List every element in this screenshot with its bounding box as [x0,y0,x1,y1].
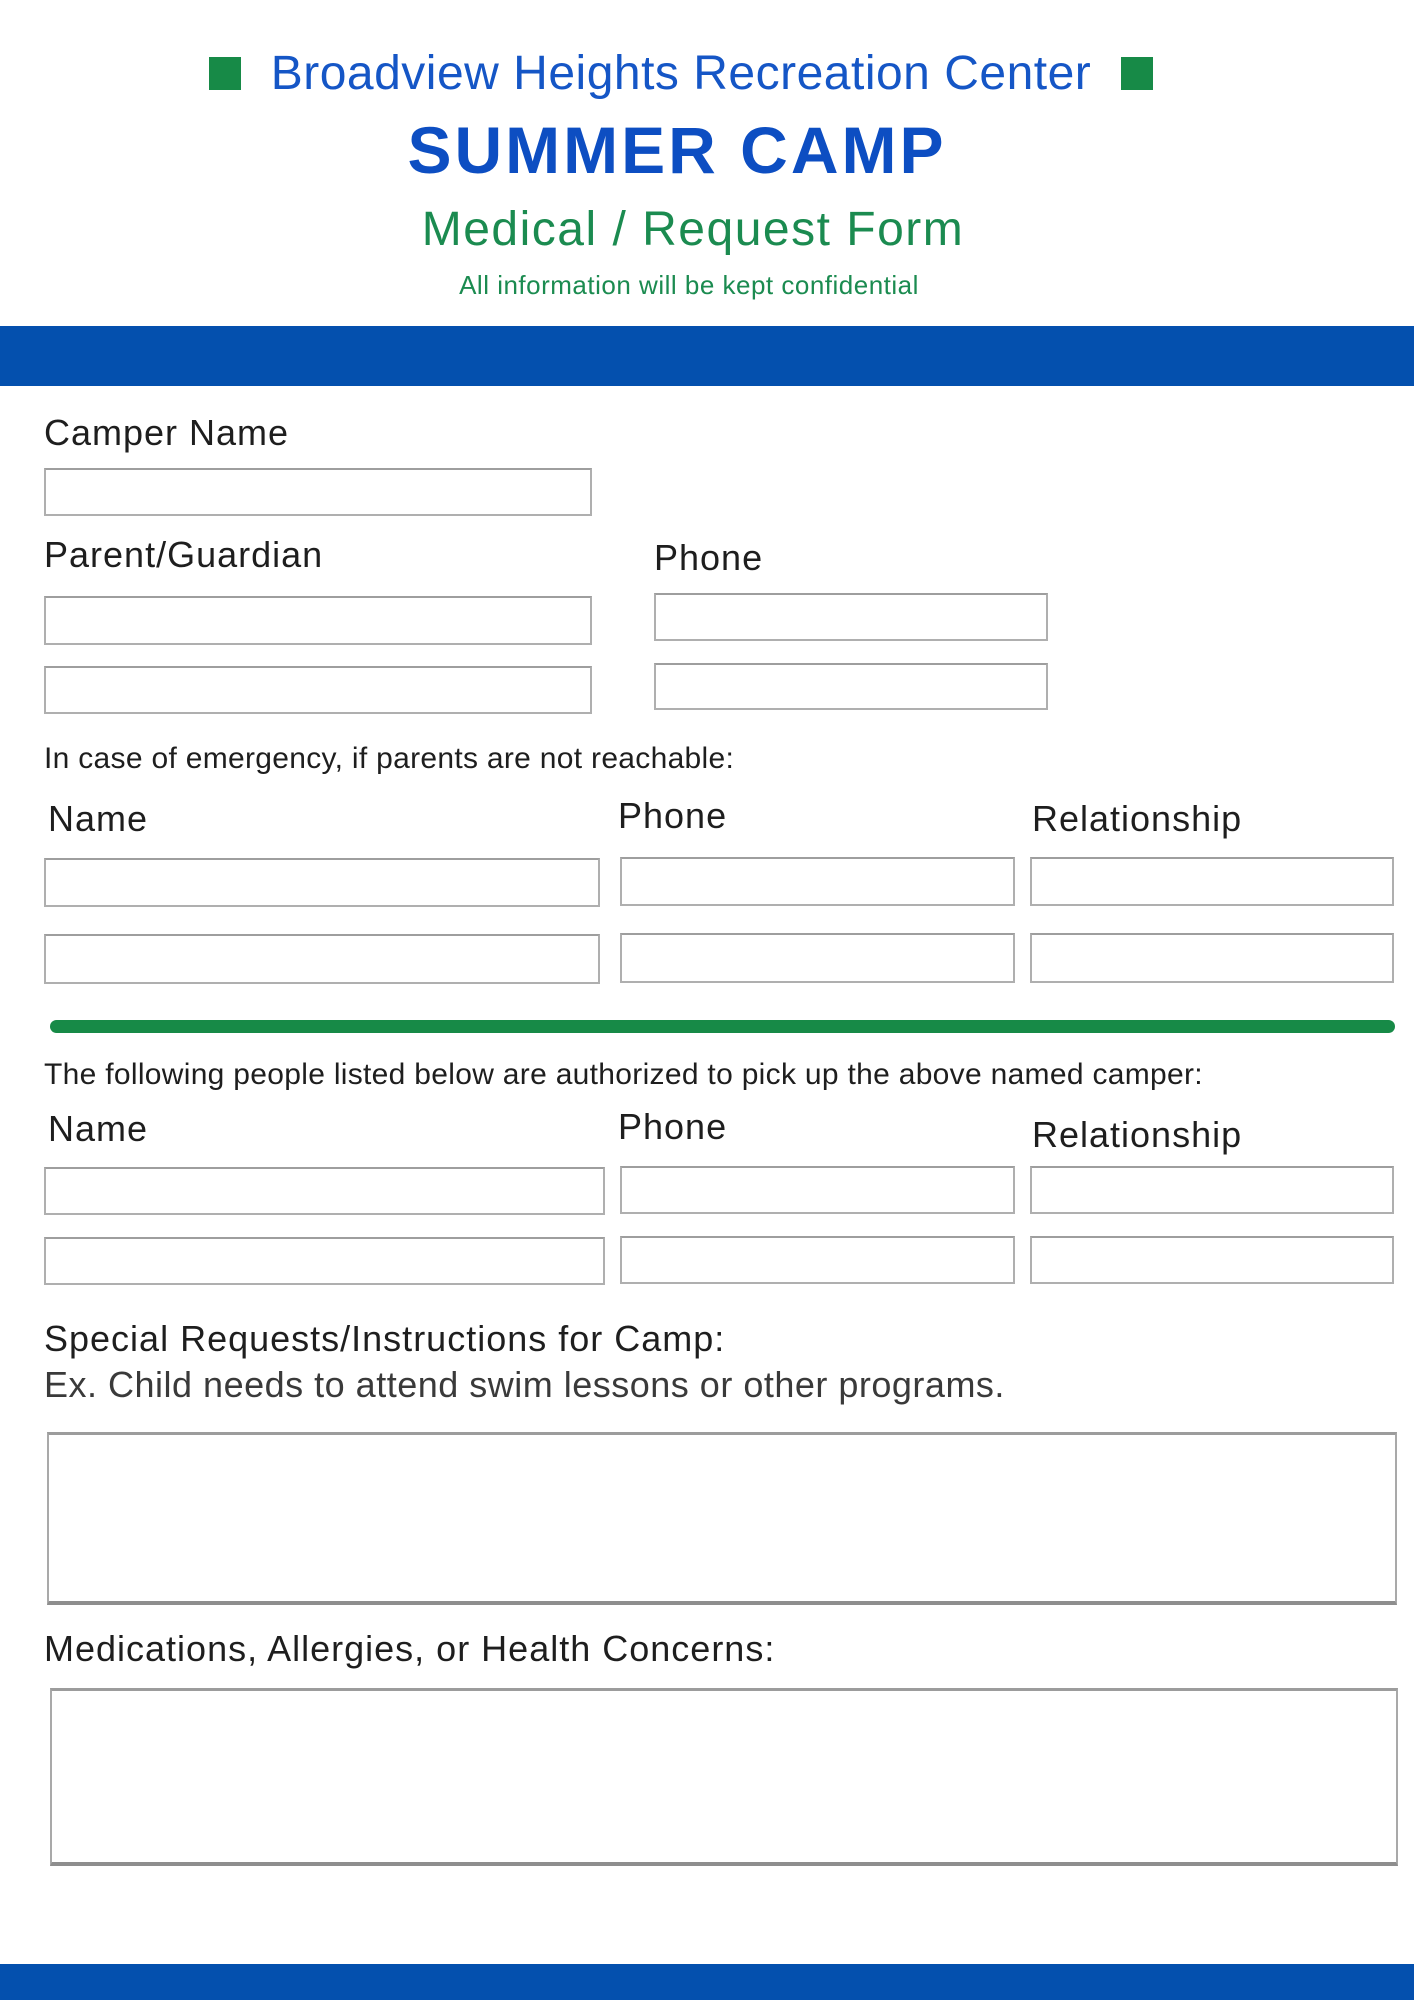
pickup-phone-label: Phone [618,1106,728,1147]
org-title-row [0,46,1388,101]
emergency-phone-label: Phone [618,795,728,836]
parent-phone-input-1[interactable] [654,593,1048,641]
pickup-relationship-label: Relationship [1032,1114,1243,1155]
section-divider [50,1020,1395,1033]
pickup-relationship-input-1[interactable] [1030,1166,1394,1214]
emergency-relationship-input-1[interactable] [1030,857,1394,906]
medications-textarea[interactable] [50,1688,1398,1866]
pickup-relationship-input-2[interactable] [1030,1236,1394,1284]
pickup-phone-input-1[interactable] [620,1166,1015,1214]
pickup-intro: The following people listed below are authorized to pick up the above named camper: [44,1058,1203,1091]
green-square-icon [1121,57,1153,90]
special-requests-example: Ex. Child needs to attend swim lessons or other programs. [44,1364,1005,1405]
page-title: SUMMER CAMP [407,113,947,187]
parent-guardian-input-1[interactable] [44,596,592,645]
pickup-name-input-2[interactable] [44,1237,605,1285]
emergency-name-label: Name [48,798,149,839]
parent-phone-label: Phone [654,537,764,578]
special-requests-textarea[interactable] [47,1432,1397,1605]
emergency-relationship-label: Relationship [1032,798,1243,839]
pickup-name-label: Name [48,1108,149,1149]
medications-label: Medications, Allergies, or Health Concerns: [44,1628,776,1669]
parent-guardian-label: Parent/Guardian [44,534,324,575]
emergency-intro: In case of emergency, if parents are not reachable: [44,742,735,775]
emergency-name-input-1[interactable] [44,858,600,907]
footer-bar [0,1964,1414,2000]
page-subtitle: Medical / Request Form [421,203,965,256]
special-requests-label: Special Requests/Instructions for Camp: [44,1318,726,1359]
pickup-name-input-1[interactable] [44,1167,605,1215]
emergency-phone-input-1[interactable] [620,857,1015,906]
emergency-relationship-input-2[interactable] [1030,933,1394,983]
camper-name-input[interactable] [44,468,592,516]
org-name: Broadview Heights Recreation Center [270,47,1092,100]
pickup-phone-input-2[interactable] [620,1236,1015,1284]
header-bar [0,326,1414,386]
confidential-note: All information will be kept confidential [459,270,919,300]
green-square-icon [209,57,241,90]
camper-name-label: Camper Name [44,412,290,453]
emergency-phone-input-2[interactable] [620,933,1015,983]
parent-phone-input-2[interactable] [654,663,1048,710]
emergency-name-input-2[interactable] [44,934,600,984]
parent-guardian-input-2[interactable] [44,666,592,714]
